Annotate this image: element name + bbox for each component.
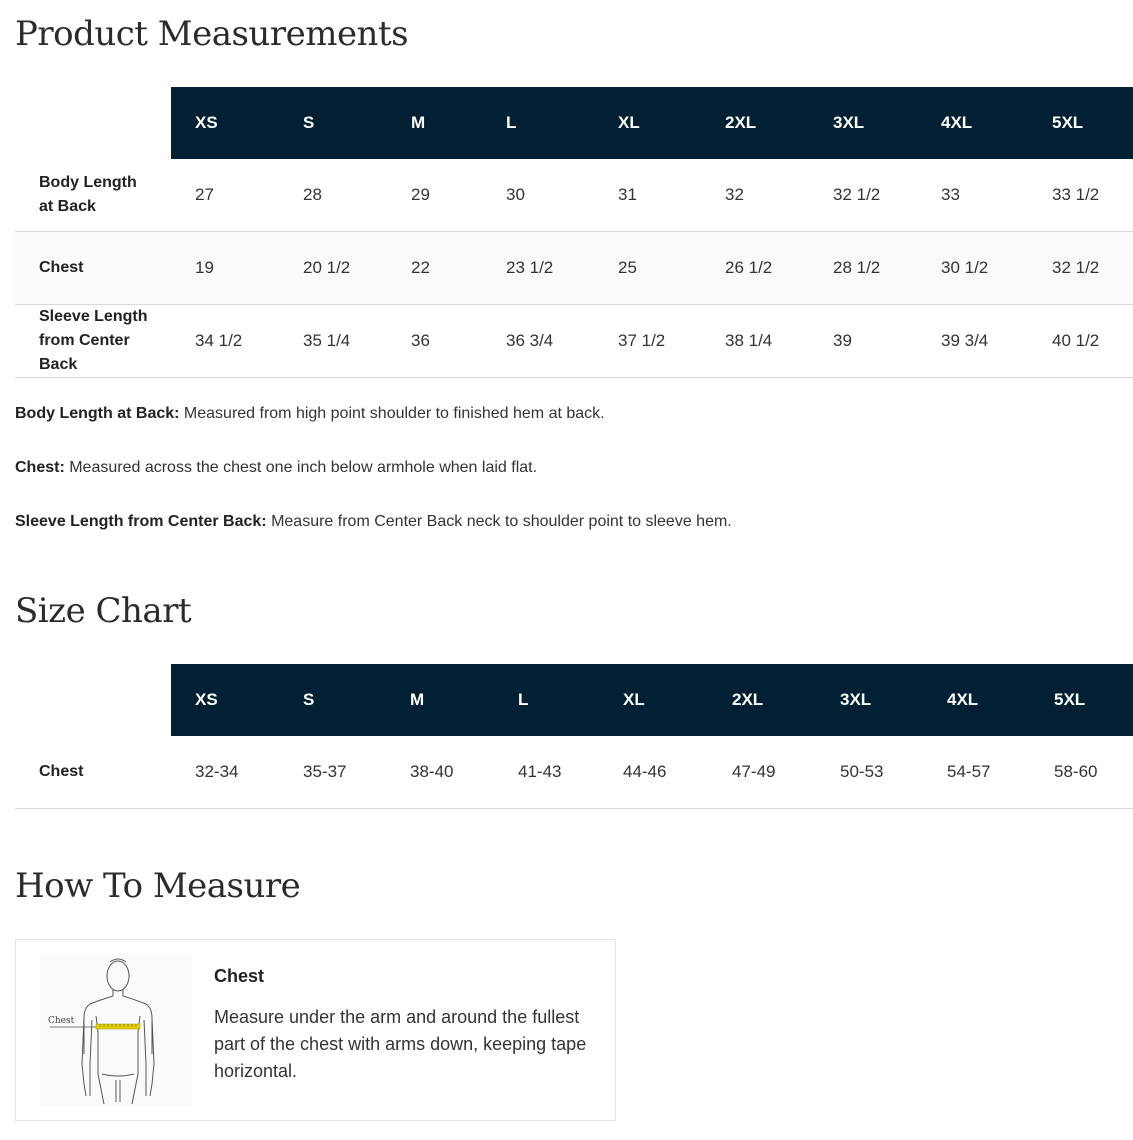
note-text: Measured across the chest one inch below armhole when laid flat. <box>64 459 538 476</box>
size-header: M <box>386 664 494 736</box>
table-cell: 58-60 <box>1030 736 1133 809</box>
body-outline-icon <box>40 954 192 1106</box>
size-header: M <box>387 87 482 159</box>
note-term: Sleeve Length from Center Back: <box>15 513 267 530</box>
table-cell: 27 <box>171 159 279 232</box>
size-header: S <box>279 664 386 736</box>
table-cell: 32-34 <box>171 736 279 809</box>
row-label-text: Chest <box>39 259 84 276</box>
how-to-measure-title: How To Measure <box>15 866 301 906</box>
row-label <box>15 232 171 305</box>
table-cell: 50-53 <box>816 736 923 809</box>
table-cell: 38 1/4 <box>701 305 809 378</box>
table-cell: 33 1/2 <box>1028 159 1133 232</box>
table-cell: 30 <box>482 159 594 232</box>
table-cell: 22 <box>387 232 482 305</box>
header-corner <box>15 664 171 736</box>
table-cell: 39 <box>809 305 917 378</box>
table-cell: 31 <box>594 159 701 232</box>
note-chest <box>15 459 537 477</box>
table-cell: 29 <box>387 159 482 232</box>
row-label-text: Body Length at Back <box>39 174 137 215</box>
table-cell: 33 <box>917 159 1028 232</box>
size-header-row <box>15 87 1133 159</box>
size-header: 5XL <box>1028 87 1133 159</box>
table-cell: 36 3/4 <box>482 305 594 378</box>
product-measurements-table <box>15 87 1133 378</box>
table-row <box>15 159 1133 232</box>
size-header: 2XL <box>701 87 809 159</box>
row-label <box>15 159 171 232</box>
size-header: XS <box>171 87 279 159</box>
row-label-text: Sleeve Length from Center Back <box>39 308 148 373</box>
table-cell: 30 1/2 <box>917 232 1028 305</box>
table-cell: 25 <box>594 232 701 305</box>
table-cell: 39 3/4 <box>917 305 1028 378</box>
size-header-row <box>15 664 1133 736</box>
size-header: XL <box>594 87 701 159</box>
how-to-measure-card-title: Chest <box>214 966 265 986</box>
table-cell: 41-43 <box>494 736 599 809</box>
table-cell: 32 1/2 <box>809 159 917 232</box>
size-header: S <box>279 87 387 159</box>
note-text: Measured from high point shoulder to finished hem at back. <box>179 405 605 422</box>
table-cell: 20 1/2 <box>279 232 387 305</box>
table-cell: 38-40 <box>386 736 494 809</box>
table-cell: 37 1/2 <box>594 305 701 378</box>
chest-measurement-figure <box>40 954 192 1106</box>
size-header: 4XL <box>917 87 1028 159</box>
how-to-measure-card-text: Measure under the arm and around the fullest part of the chest with arms down, keeping tape horizontal. <box>214 1007 587 1081</box>
table-cell: 32 <box>701 159 809 232</box>
table-cell: 54-57 <box>923 736 1030 809</box>
table-cell: 19 <box>171 232 279 305</box>
table-cell: 40 1/2 <box>1028 305 1133 378</box>
header-corner <box>15 87 171 159</box>
size-header: 3XL <box>816 664 923 736</box>
how-to-measure-card <box>15 939 616 1121</box>
product-measurements-title: Product Measurements <box>15 14 409 54</box>
note-body-length <box>15 405 605 423</box>
table-row <box>15 305 1133 378</box>
size-chart-table <box>15 664 1133 809</box>
table-cell: 34 1/2 <box>171 305 279 378</box>
table-cell: 35 1/4 <box>279 305 387 378</box>
table-cell: 23 1/2 <box>482 232 594 305</box>
table-cell: 28 <box>279 159 387 232</box>
figure-label: Chest <box>48 1016 75 1026</box>
table-cell: 26 1/2 <box>701 232 809 305</box>
size-header: 2XL <box>708 664 816 736</box>
size-header: 3XL <box>809 87 917 159</box>
size-header: 5XL <box>1030 664 1133 736</box>
row-label: Chest <box>15 736 171 809</box>
table-cell: 36 <box>387 305 482 378</box>
size-chart-title: Size Chart <box>15 591 192 631</box>
table-cell: 28 1/2 <box>809 232 917 305</box>
note-term: Body Length at Back: <box>15 405 180 422</box>
size-header: 4XL <box>923 664 1030 736</box>
table-cell: 32 1/2 <box>1028 232 1133 305</box>
table-row <box>15 232 1133 305</box>
size-header: L <box>482 87 594 159</box>
size-header: XS <box>171 664 279 736</box>
table-cell: 47-49 <box>708 736 816 809</box>
table-cell: 44-46 <box>599 736 708 809</box>
note-term: Chest: <box>15 459 65 476</box>
note-text: Measure from Center Back neck to shoulder point to sleeve hem. <box>266 513 732 530</box>
size-header: L <box>494 664 599 736</box>
note-sleeve-length <box>15 513 732 531</box>
table-cell: 35-37 <box>279 736 386 809</box>
table-row <box>15 736 1133 809</box>
size-header: XL <box>599 664 708 736</box>
row-label <box>15 305 171 378</box>
